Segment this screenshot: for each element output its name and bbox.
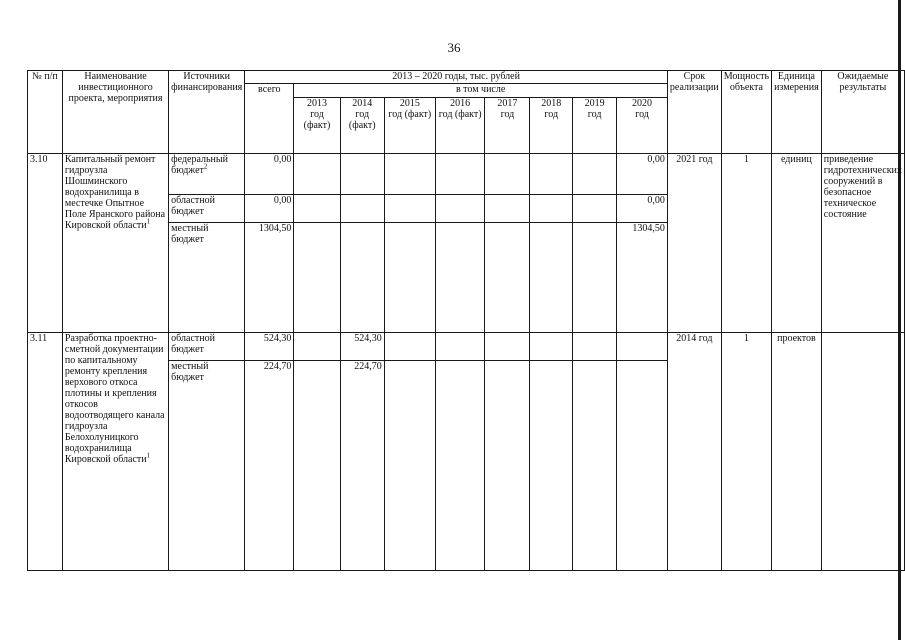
value-total: 0,00: [245, 154, 294, 195]
project-name: Разработка проектно-сметной документации по капитальному ремонту крепления верхового откоса плотины и крепления откосов водоотводящего канала гидроузла Белохолуницкого водохранилища Кировской области$^1$: [62, 333, 168, 571]
header-term: Срок реализации: [667, 71, 721, 154]
unit-value: проектов: [772, 333, 822, 571]
header-year-2013: 2013 год (факт): [294, 98, 340, 154]
term-value: 2014 год: [667, 333, 721, 571]
capacity-value: 1: [721, 333, 771, 571]
value-total: 0,00: [245, 195, 294, 223]
header-year-2019: 2019 год: [573, 98, 617, 154]
term-value: 2021 год: [667, 154, 721, 333]
value-total: 224,70: [245, 361, 294, 571]
value-2014: 224,70: [340, 361, 384, 571]
result-value: приведение гидротехнических сооружений в безопасное техническое состояние: [821, 154, 904, 333]
value-2020: 0,00: [617, 195, 668, 223]
value-2014: [340, 154, 384, 195]
header-year-2015: 2015 год (факт): [384, 98, 435, 154]
source-label: местный бюджет: [169, 223, 245, 333]
investment-table: [27, 70, 905, 571]
value-2014: [340, 195, 384, 223]
project-name: Капитальный ремонт гидроузла Шошминского водохранилища в местечке Опытное Поле Яранского района Кировской области$^1$: [62, 154, 168, 333]
value-total: 524,30: [245, 333, 294, 361]
value-2014: [340, 223, 384, 333]
unit-value: единиц: [772, 154, 822, 333]
header-source: Источники финансирования: [169, 71, 245, 154]
source-label: областной бюджет: [169, 333, 245, 361]
header-unit: Единица измерения: [772, 71, 822, 154]
header-total: всего: [245, 84, 294, 154]
header-name: Наименование инвестиционного проекта, мероприятия: [62, 71, 168, 154]
table-row: [28, 154, 905, 195]
result-value: [821, 333, 904, 571]
header-year-2020: 2020 год: [617, 98, 668, 154]
table-row: [28, 333, 905, 361]
value-2014: 524,30: [340, 333, 384, 361]
header-row-1: [28, 71, 905, 84]
value-2020: [617, 361, 668, 571]
page-number: 36: [447, 40, 461, 55]
header-capacity: Мощность объекта: [721, 71, 771, 154]
header-year-2014: 2014 год (факт): [340, 98, 384, 154]
value-2020: 1304,50: [617, 223, 668, 333]
value-2020: 0,00: [617, 154, 668, 195]
source-label: федеральный бюджет$^2$: [169, 154, 245, 195]
source-label: местный бюджет: [169, 361, 245, 571]
header-num: № п/п: [28, 71, 63, 154]
header-including: в том числе: [294, 84, 668, 98]
source-label: областной бюджет: [169, 195, 245, 223]
row-num: 3.11: [28, 333, 63, 571]
value-2020: [617, 333, 668, 361]
header-year-2018: 2018 год: [530, 98, 573, 154]
header-results: Ожидаемые результаты: [821, 71, 904, 154]
header-year-2017: 2017 год: [485, 98, 530, 154]
row-num: 3.10: [28, 154, 63, 333]
value-total: 1304,50: [245, 223, 294, 333]
capacity-value: 1: [721, 154, 771, 333]
header-year-2016: 2016 год (факт): [435, 98, 485, 154]
header-period: 2013 – 2020 годы, тыс. рублей: [245, 71, 668, 84]
